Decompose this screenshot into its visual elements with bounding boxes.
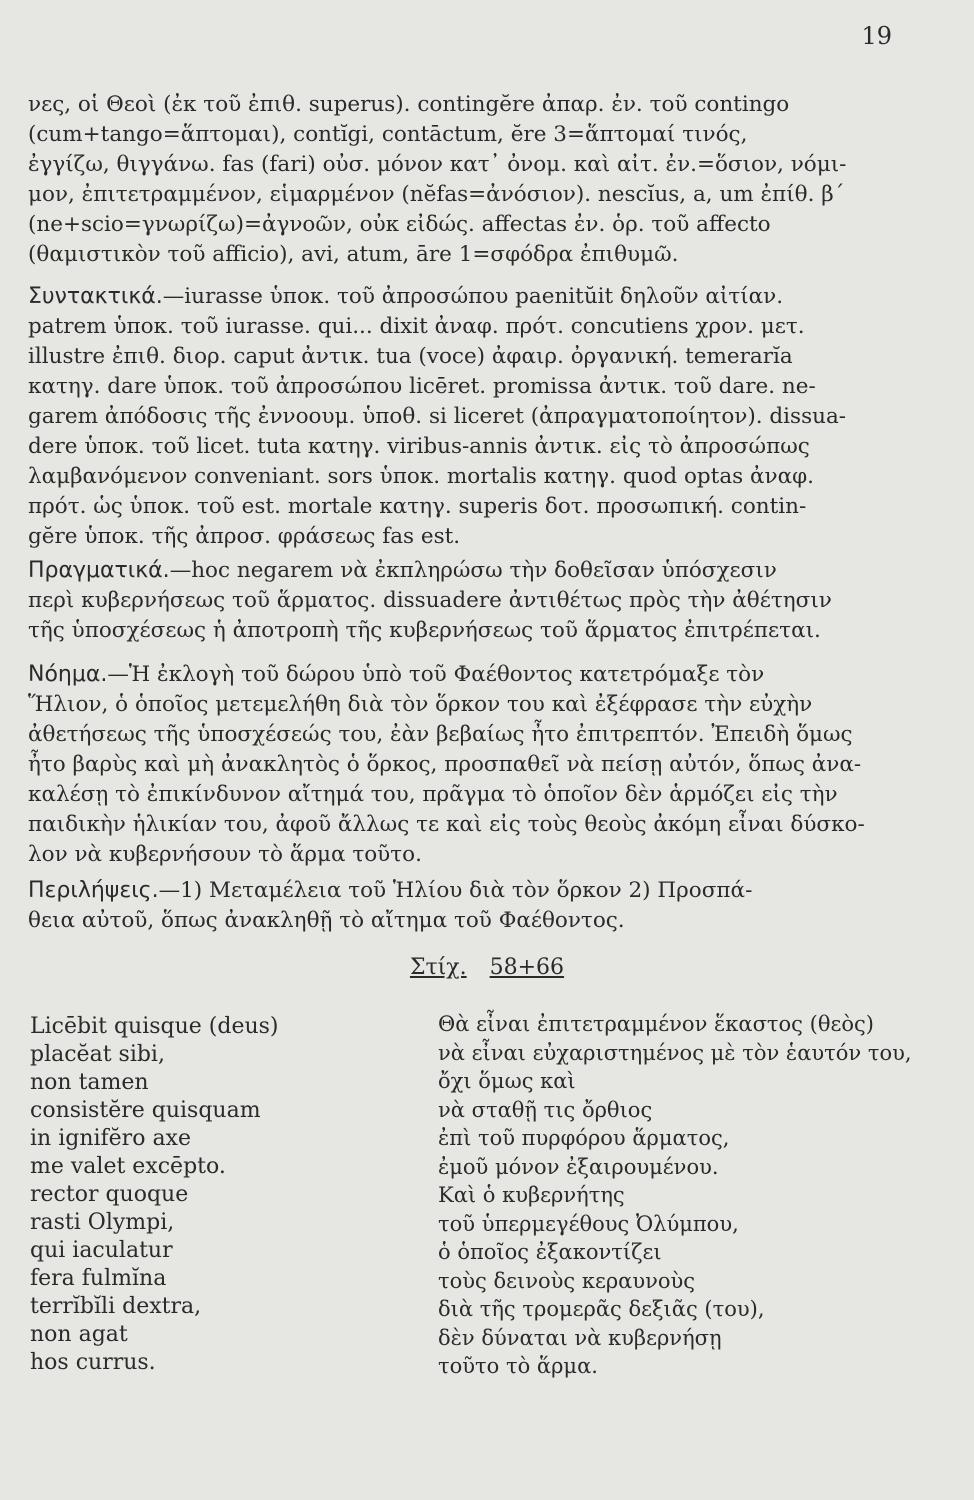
latin-verse-line: placĕat sibi, [30, 1042, 165, 1067]
latin-verse-line: fera fulmĭna [30, 1266, 167, 1291]
greek-verse-line: τοῦτο τὸ ἅρμα. [438, 1354, 598, 1378]
syntax-line [28, 282, 908, 312]
syntax-line: patrem ὑποκ. τοῦ iurasse. qui... dixit ἀναφ. πρότ. concutiens χρον. μετ. [28, 314, 805, 339]
noima-line: ἦτο βαρὺς καὶ μὴ ἀνακλητὸς ὁ ὅρκος, προσπαθεῖ νὰ πείσῃ αὐτόν, ὅπως ἀνα- [28, 752, 862, 777]
commentary-line: νες, οἱ Θεοὶ (ἐκ τοῦ ἐπιθ. superus). contingĕre ἀπαρ. ἐν. τοῦ contingo [28, 92, 790, 117]
greek-verse-line: ἐπὶ τοῦ πυρφόρου ἅρματος, [438, 1126, 730, 1150]
greek-verse-line: Θὰ εἶναι ἐπιτετραμμένον ἕκαστος (θεὸς) [438, 1012, 874, 1036]
noima-line: παιδικὴν ἡλικίαν του, ἀφοῦ ἄλλως τε καὶ εἰς τοὺς θεοὺς ἀκόμη εἶναι δύσκο- [28, 812, 865, 837]
latin-verse-line: rector quoque [30, 1182, 189, 1207]
noima-line-text: —Ἡ ἐκλογὴ τοῦ δώρου ὑπὸ τοῦ Φαέθοντος κατετρόμαξε τὸν [107, 662, 765, 687]
commentary-paragraph [28, 90, 908, 270]
latin-verse-column [30, 1013, 400, 1377]
greek-translation-column [438, 1010, 918, 1381]
periliptseis-line-text: —1) Μεταμέλεια τοῦ Ἡλίου διὰ τὸν ὅρκον 2) Προσπά- [158, 878, 753, 903]
latin-verse-line: hos currus. [30, 1350, 156, 1375]
greek-verse-line: ὄχι ὅμως καὶ [438, 1069, 576, 1093]
greek-verse-line: νὰ σταθῇ τις ὄρθιος [438, 1097, 653, 1122]
latin-verse-line: non agat [30, 1322, 128, 1347]
greek-verse-line: ἐμοῦ μόνον ἐξαιρουμένου. [438, 1154, 719, 1179]
periliptseis-heading: Περιλήψεις. [28, 878, 159, 903]
noima-section [28, 660, 908, 870]
pragmatika-line: τῆς ὑποσχέσεως ἡ ἀποτροπὴ τῆς κυβερνήσεως τοῦ ἅρματος ἐπιτρέπεται. [28, 618, 821, 643]
syntax-line: illustre ἐπιθ. διορ. caput ἀντικ. tua (voce) ἀφαιρ. ὀργανική. temerarĭa [28, 344, 793, 369]
latin-verse-line: consistĕre quisquam [30, 1098, 261, 1123]
pragmatika-line-text: —hoc negarem νὰ ἐκπληρώσω τὴν δοθεῖσαν ὑπόσχεσιν [169, 558, 777, 583]
latin-verse-line: rasti Olympi, [30, 1210, 175, 1235]
noima-heading: Νόημα. [28, 662, 108, 687]
greek-verse-line: δὲν δύναται νὰ κυβερνήσῃ [438, 1325, 722, 1350]
syntax-line-text: —iurasse ὑποκ. τοῦ ἀπροσώπου paenitŭit δηλοῦν αἰτίαν. [162, 284, 784, 309]
noima-line: Ἥλιον, ὁ ὁποῖος μετεμελήθη διὰ τὸν ὅρκον του καὶ ἐξέφρασε τὴν εὐχὴν [28, 692, 813, 717]
pragmatika-line [28, 556, 908, 586]
syntax-section [28, 282, 908, 552]
periliptseis-section [28, 876, 908, 936]
noima-line: ἀθετήσεως τῆς ὑποσχέσεώς του, ἐὰν βεβαίως ἦτο ἐπιτρεπτόν. Ἐπειδὴ ὅμως [28, 722, 853, 747]
commentary-line: ἐγγίζω, θιγγάνω. fas (fari) οὐσ. μόνον κατ᾽ ὀνομ. καὶ αἰτ. ἐν.=ὅσιον, νόμι- [28, 152, 847, 177]
greek-verse-line: τοῦ ὑπερμεγέθους Ὀλύμπου, [438, 1211, 739, 1236]
pragmatika-heading: Πραγματικά. [28, 558, 170, 583]
periliptseis-line: θεια αὐτοῦ, ὅπως ἀνακληθῇ τὸ αἴτημα τοῦ Φαέθοντος. [28, 908, 625, 933]
syntax-line: gĕre ὑποκ. τῆς ἀπροσ. φράσεως fas est. [28, 524, 461, 549]
commentary-line: (ne+scio=γνωρίζω)=ἀγνοῶν, οὐκ εἰδώς. affectas ἐν. ὁρ. τοῦ affecto [28, 212, 771, 237]
periliptseis-line [28, 876, 908, 906]
latin-verse-line: qui iaculatur [30, 1238, 173, 1263]
greek-verse-line: διὰ τῆς τρομερᾶς δεξιᾶς (του), [438, 1297, 765, 1321]
latin-verse-line: Licēbit quisque (deus) [30, 1014, 279, 1039]
commentary-line: (θαμιστικὸν τοῦ afficio), avi, atum, āre 1=σφόδρα ἐπιθυμῶ. [28, 242, 679, 267]
latin-verse-line: me valet excēpto. [30, 1154, 226, 1179]
syntax-line: λαμβανόμενον conveniant. sors ὑποκ. mortalis κατηγ. quod optas ἀναφ. [28, 464, 814, 489]
verse-range-label: Στίχ. [409, 955, 467, 980]
greek-verse-line: νὰ εἶναι εὐχαριστημένος μὲ τὸν ἑαυτόν του, [438, 1040, 912, 1065]
syntax-line: garem ἀπόδοσις τῆς ἐννοουμ. ὑποθ. si liceret (ἀπραγματοποίητον). dissua- [28, 404, 847, 429]
latin-verse-line: non tamen [30, 1070, 149, 1095]
syntax-heading: Συντακτικά. [28, 284, 163, 309]
commentary-line: μον, ἐπιτετραμμένον, εἱμαρμένον (nĕfas=ἀνόσιον). nescĭus, a, um ἐπίθ. β΄ [28, 182, 845, 207]
latin-verse-line: terrĭbĭli dextra, [30, 1294, 202, 1319]
page-number: 19 [861, 22, 892, 50]
commentary-line: (cum+tango=ἅπτομαι), contĭgi, contāctum, ĕre 3=ἅπτομαί τινός, [28, 122, 748, 147]
greek-verse-line: τοὺς δεινοὺς κεραυνοὺς [438, 1268, 696, 1293]
noima-line: καλέσῃ τὸ ἐπικίνδυνον αἴτημά του, πρᾶγμα τὸ ὁποῖον δὲν ἁρμόζει εἰς τὴν [28, 782, 838, 807]
syntax-line: dere ὑποκ. τοῦ licet. tuta κατηγ. viribus-annis ἀντικ. εἰς τὸ ἀπροσώπως [28, 434, 810, 459]
greek-verse-line: Καὶ ὁ κυβερνήτης [438, 1183, 625, 1207]
greek-verse-line: ὁ ὁποῖος ἐξακοντίζει [438, 1240, 662, 1264]
verse-range-numbers: 58+66 [489, 955, 565, 980]
noima-line: λον νὰ κυβερνήσουν τὸ ἅρμα τοῦτο. [28, 842, 422, 867]
syntax-line: κατηγ. dare ὑποκ. τοῦ ἀπροσώπου licēret. promissa ἀντικ. τοῦ dare. ne- [28, 374, 816, 399]
verse-range-heading [0, 955, 974, 980]
pragmatika-line: περὶ κυβερνήσεως τοῦ ἅρματος. dissuadere ἀντιθέτως πρὸς τὴν ἀθέτησιν [28, 588, 832, 613]
noima-line [28, 660, 908, 690]
pragmatika-section [28, 556, 908, 646]
syntax-line: πρότ. ὡς ὑποκ. τοῦ est. mortale κατηγ. superis δοτ. προσωπική. contin- [28, 494, 807, 519]
latin-verse-line: in ignifĕro axe [30, 1126, 191, 1151]
